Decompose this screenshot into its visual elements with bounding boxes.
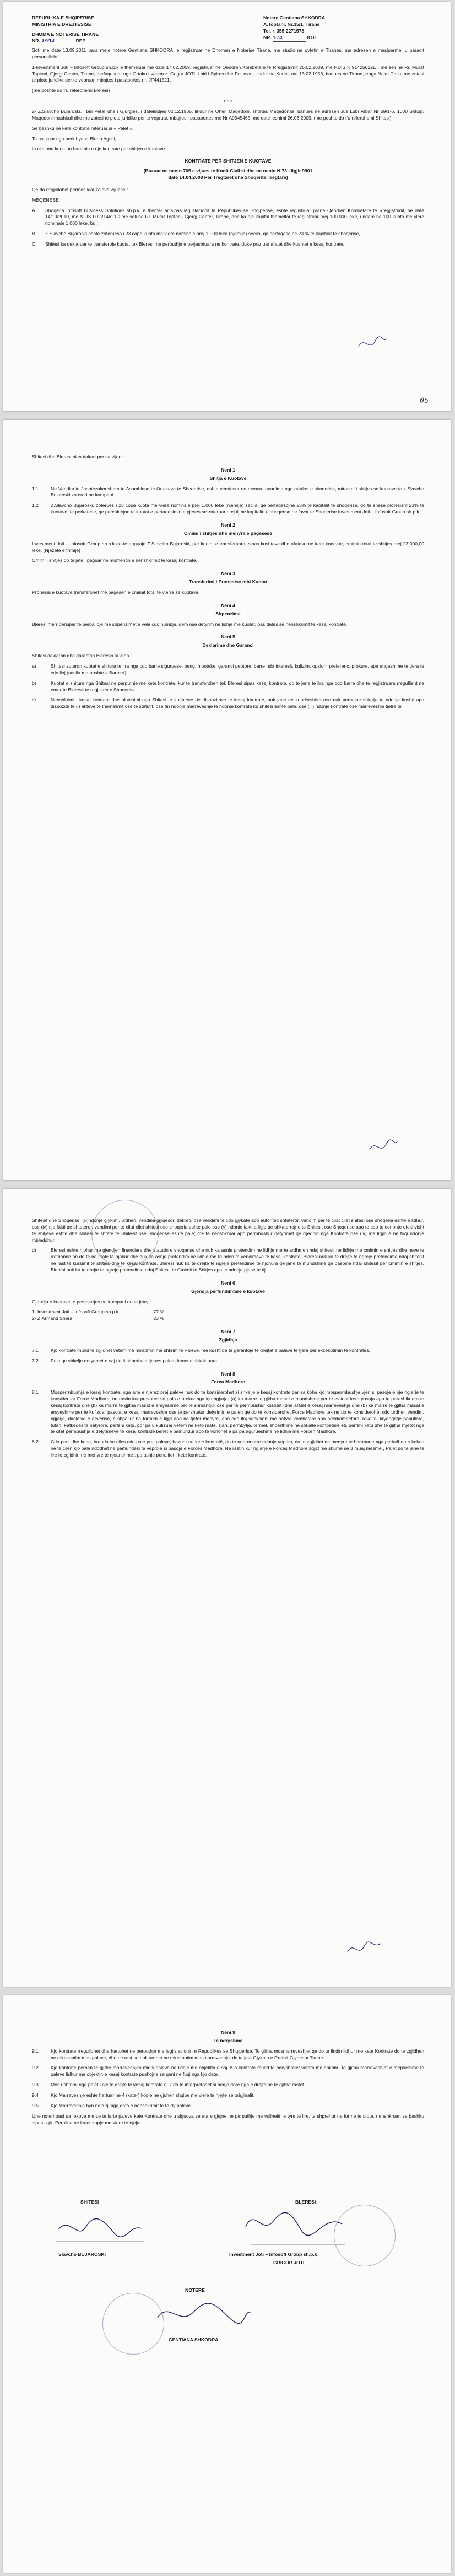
notary-signature [152, 2296, 257, 2334]
article-8-heading: Forca Madhore [211, 1379, 245, 1385]
notary-phone: Tel. + 355 2271578 [263, 28, 305, 34]
article-2-heading: Cmimi i shitjes dhe menyra e pagesese [183, 530, 272, 536]
article-2-number: Neni 2 [221, 522, 235, 528]
article-9-heading: Te ndryshme [213, 2037, 243, 2043]
letterhead-left [32, 14, 99, 45]
article-1-heading: Shitja e Kuotave [209, 475, 247, 481]
article-6-heading: Gjendja perfundimtare e kuotave [191, 1288, 265, 1294]
republic-label: REPUBLIKA E SHQIPERISE [32, 15, 94, 20]
clause-2-1: Investment Joti – Infosoft Group sh.p.k do te paguaje Z.Slavcho Bujaroski, per kuotat e transferuara, sipas kushteve dhe afateve ne kete kontrate, cmimin total te shitjes prej 23.000,00 leke. (Njezete e trimije) [32, 540, 424, 553]
clause-9-3: 9.3 Mos ushtrimi nga palet i nje te drejte te kesaj kontrate nuk do te interpretohet si heqje dore nga e drejta ne te gjitha rastet. [32, 2082, 305, 2088]
clause-2-2: Cmimi i shitjes do te jete i paguar ne momentin e nenshkrimit te kesaj kontrate. [32, 558, 197, 564]
share-row: 2- Z.Armand Shera 23 % [32, 1316, 164, 1322]
buyer-person: GRIGOR JOTI [273, 2260, 305, 2265]
initials-signature [345, 1938, 383, 1960]
clause-1-1: 1.1 Ne Vendim te Jashtezakonshem te Asamblese te Ortakeve te Shoqerise, eshte vendosur ne menyre unanime nga ortaket e shoqerise, miratimi i shitjes se kuotave te z.Slavcho Bujaroski zoterori ne kompeni. [32, 485, 424, 498]
party-1-paragraph: 1-Investment Joti – Infosoft Group sh.p.k e themeluar me date 17.02.2009, regjistruar ne Qendren Kombetare te Rregjistrimit 25.02.2009, me NUIS K 91425022E , me seli ne Rr. Murat Toptani, Gjergj Center, Tirane, perfaqesuar nga Ortaku i vetem z. Grigor JOTI, i biri i Spiros dhe Polikseni, lindur ne Korce, me 13.02.1956, banues ne Tirane, rruga Naim Dallu, me zotesi te plote juridike per te vepruar, mbajtes i pasaportes nr. JF441521. [32, 64, 424, 83]
article-5-number: Neni 5 [221, 634, 235, 640]
clause-6-lead: Gjendja e kuotave te pesmarrjes ne kompani do te jete; [32, 1298, 148, 1305]
company-stamp [334, 2205, 396, 2266]
clause-9-2: 9.2 Kjo kontrate perben te gjithe marreveshjen midis paleve ne lidhje me objektin e saj. Kjo kontrate mund te ndryshohet vetem me shkrim. Te gjitha marreveshjet e meparshme te paleve lidhur me objektin e kesaj kontrate pushojne se qeni ne fuqi nga kjo date. [32, 2065, 424, 2077]
page-mark: ϑ5 [419, 397, 429, 405]
clause-5-continued: Shitesit dhe Shoqerise, (iii)ndonje gjykimi, urdheri, vendimi gjyqesor, dekreti, ose vendimi te cdo gjykate apo autoriteti shteteror, vendim per te cilat cilet shitesi ose shoqeria eshte e lidhur, ose (iv) nje fakti qe shteteror, vendimi per te cilat cilet shitesi ose shoqeria eshte pale ose (v) ndonje fakti a ligje qe shkaterrojne te Shitesit ose Shoqerise apo te cdo te cenonte efektivisht te shitjeve eshte dhe shitesi te shtete te Shitesit ose Shoqerise eshte pale; me te nenshkruar apo permbushur detyrimet qe rrjedhin nga Kontrata ose (iv) me ligjin e ne fuqi ndonje mbleddhur. [32, 1217, 424, 1243]
clauses-intro: Qe do rregullohet permes klauzolave vijuese : [32, 186, 128, 192]
clause-5-lead: Shitesi deklaron dhe garanton Bleresin si vijon : [32, 653, 132, 659]
notary-stamp [91, 1200, 159, 1267]
clause-8-1: 8.1 Mosperrnbushja e kesaj kontrate, nga ane e njerez prej paleve nuk do te konsiderohet si shkelje e kesaj kontrate per sa kohe kjo mosperrnbushje vjen si pasoje e nje ngjarje te konsideruar Force Madhore, ne rastin kur provohet se pala e prekur nga kjo ngjarje: (a) ka marre te gjitha masat e mundshme per te evituar keto pasoja apo te parashikuara te kesaj kontrate dhe (b) ka marre te gjitha masat e arsyeshme per te shmangur ose per te permbushur kushtet (dhe afatet e kesaj marreveshje dhe (b) ka marre te gjitha masat e arsyeshme per te kufizuar pasojat e kesaj marreveshje ose te pershtatur detyrimin e palen qe do te konsiderohet Force Madhore tek ne do te konsiderohet cdo urdher, vendim, ngjarje, direktive e qeverise, e shpallur ne formen e ligjit apo ne tjeter menyre, apo cdo lloj sanksioni me natyre kombetare apo nderkombetare, revolte, kryengritje popullore, tufan, Fatkeqesite natyrore, perfshi ketu, por pa u kufizuar vetem ne keto raste, zjarr, permbytje, termet, shperthime ne shkalle kombetare etj, perfshi ketu dhe te gjitha mjetet nga te cilat permbushja e detyrimeve te kesaj kontrate behet e pamundur apo te vonohet e pa paragurueshme ne lidhje me Forcen Madhore. [32, 1389, 424, 1435]
whereas-item-c: C. Shitesi ka deklaruar te transferoje kuotat tek Bleresi, ne perputhje e perjashtuara ne kontrate, duke pranuar afatet dhe kushtet e kesaj kontrate. [32, 241, 345, 247]
article-7-number: Neni 7 [221, 1329, 235, 1335]
contract-subtitle-2: date 14.04.2008 Per Tregtaret dhe Shoqerite Tregtare) [168, 175, 288, 181]
clause-5-a: a) Shitesi zoteron kuotat e shitura te lira nga cdo barre siguruese, peng, hipoteke, garanci peptore, barre ndo interesit, kufizim, opsion, preferenc, prokure, ape angazhime te tjera te cdo lloj (secila me poshte « Barre ») [32, 663, 424, 675]
ministry-label: MINISTRIA E DREJTESISE [32, 21, 91, 28]
clause-5-c: c) Nenshkrimi i kesaj kontrate dhe plotesimi nga Shitesi te kushteve de dispozitave te kesaj kontrate, nuk jane ne kundershtim ose nuk perbejne shkelje te ndonje kushti apo dispozite te (i) akteve te themelimit ose te statutit, ose (ii) ndonje marreveshje te ndonje kontrate ku shitesi eshte pale, ose (iii) ndonje kontrate ose marreveshje tjetre te [32, 697, 424, 710]
article-3-number: Neni 3 [221, 571, 235, 577]
seller-label: SHITESI [80, 2199, 99, 2205]
collection-number: NR. 574 KOL [263, 34, 325, 42]
initials-signature [367, 1136, 400, 1158]
notary-address: A.Toptani, Nr.35/1, Tirane [263, 21, 320, 28]
article-5-heading: Deklarime dhe Garanci [202, 642, 254, 648]
article-8-number: Neni 8 [221, 1371, 235, 1377]
document-page-3 [3, 1189, 451, 1987]
whereas-label: MEQENESE : [32, 197, 62, 203]
clause-7-1: 7.1 Kjo kontrate mund te zgjidhet vetem me miratimin me shkrim te Paleve, me kusht qe te garantoje te drejtat e palave te tjera per ekzekutimin te kontrates. [32, 1347, 370, 1353]
notary-stamp [102, 2293, 164, 2355]
letterhead [32, 14, 424, 47]
chamber-label: DHOMA E NOTERISE TIRANE [32, 31, 99, 37]
clause-4-1: Bleresi merr persiper te perballoje me shpenzimet e vela cdo humbje, dem ose detyrim ne lidhje me kuotat, pas dates se nenshkrimit te kesaj kontrate. [32, 621, 348, 627]
document-page-1 [3, 2, 451, 411]
clause-3-1: Pronesia e kuotave transferohet me pagesen e cmimit total te vlerra se kuotave. [32, 589, 200, 596]
whereas-item-b: B. Z.Slavcho Bujaroski eshte zoteruess i 23 cope kuota me vlere nominale prej 1,000 leke (njemije) secila, qe perfaqesojne 23 % te kapitalit te shoqerise, [32, 231, 360, 237]
article-4-heading: Shpenzime [215, 610, 241, 616]
initials-signature [356, 333, 389, 355]
share-table [32, 1309, 424, 1322]
intro-paragraph: Sot, me date 13.09.2011 para meje notere Gentiana SHKODRA, e regjistruar ne Dhomen e Noterise Tirane, me studio ne qytetin e Tiranes, me adresen e mesiperme, u paraqit personalisht: [32, 47, 424, 59]
letterhead-right [263, 14, 325, 42]
article-3-heading: Transferimi i Pronesise mbi Kuotat [189, 579, 267, 585]
share-row: 1- Investment Joti – Infosoft Group sh.p.k 77 % [32, 1309, 164, 1315]
notary-label: NOTERE [185, 2287, 205, 2293]
article-1-number: Neni 1 [221, 467, 235, 473]
whereas-item-a: A. Shoqeria Infosoft Business Solutions sh.p.k, e themeluar sipas legjislacionit te Republikes se Shqiperise, eshte regjistruar prane Qendren Kombetare te Rregjistrimit, ne date 14/10/2010, me NUIS L02214621C me seli ne Rr. Murat Toptani, Gjergj Center, Tirane, dhe ka nje kapital themeltar te regjistruar prej 100.000 leke, i ndare ne 100 kuota me vlere nominale 1,000 leke, bu ; [32, 207, 424, 226]
party-2-paragraph: 2- Z.Slavcho Bujaroski, i biri Petar dhe i Gjurgjes, i datelindjes 02.12.1965, lindur ne Oher, Maqedoni, shtetas Maqedonas, banues ne adresen Jus Lubi Ribar Nr 59/1-6, 1000 Shkup, Maqedoni mashkull dhe me zotesi te plote juridike per te vepruar, mbajtes i pasaportes me Nr A0345465, me date leshimi 26.06.2009. (me poshte do t’u referohemi Shitesi) [32, 109, 424, 121]
buyer-label: BLERESI [295, 2199, 316, 2205]
registry-number: NR. 1954 REP [32, 37, 99, 45]
contract-title: KONTRATE PER SHITJEN E KUOTAVE [185, 158, 272, 164]
clause-5-d: d) Bleresi eshte njohur me gjendjen financiare dhe statutin e shoqerise dhe nuk ka asnje pretendim ne lidhje me te ardhmen ndaj shitesit ne lidhje me cmimin e shitjes dhe neve te rrethanne on de te neutrale te njohur dhe nuk ka asnje pretendim ne lidhje me to nderi te vendimeve te kesaj kontrate. Bleresi nuk ka te drejte te ngreje pretendime ndaj shitesit ne rast te kursimit te shitjes dhe te kesaj kontrate, Bleresi nuk ka te drejte te ngreje pretendime te njohura qe jane te mundshme qe pasojne ndaj shitesit per cmimin e shitjes. Bleresi nuk ka te drejte te ngreje pretendime ndaj Shitesit te Cmimit te Shitjes apo te ndonje pjese te tij. [32, 1247, 424, 1273]
contract-subtitle-1: (Bazuar ne nenin 705 e vijues te Kodit Civil si dhe ne nenin N.73 i ligjit 9901 [143, 168, 313, 174]
seller-name: Slavcho BUJAROSKI [58, 2252, 106, 2257]
article-9-number: Neni 9 [221, 2030, 235, 2035]
clause-9-5: 9.5 Kjo Marreveshje hyn ne fuqi nga data e nenshkrimit te te dy paleve. [32, 2102, 192, 2108]
clause-8-2: 8.2 Cdo periudhe kohe, brenda se ciles cdo pale prej paleve, bazuar ne kete kontratë, do te nderrmarre ndonje veprim, do te zgjidhet ne menyre te barabarte nga periudhen e kohes ne te cilen kjo pale ndodhet ne pamundesi te veproje si pasoje e Forces Madhore. Ne rastin kur ngjarje e Forces Madhore zgjat me shume se 3 muaj mesme , Palet do te jene te lire te zgjidhin ne menyre te njeanshme , pa asnje penalitet , kete kontrate. [32, 1439, 424, 1458]
agreement-lead: Shitesi dhe Bleresi bien dakort per sa vijon : [32, 454, 124, 459]
party-1-reference: (me poshte do t’u referohemi Bleresi) [32, 88, 110, 94]
document-page-2 [3, 420, 451, 1180]
notary-name-signature: GENTIANA SHKODRA [169, 2337, 219, 2342]
article-6-number: Neni 6 [221, 1280, 235, 1286]
request-paragraph: to cilet me kerkuan hartimin e nje kontrate per shitjen e kuotave: [32, 146, 166, 152]
buyer-signature [240, 2205, 350, 2249]
notary-name: Notere Gentiana SHKODRA [263, 15, 326, 20]
document-page-4 [3, 1995, 451, 2573]
buyer-company: Investment Joti – Infosoft Group sh.p.k [229, 2252, 317, 2257]
article-4-number: Neni 4 [221, 602, 235, 608]
clause-1-2: 1.2 Z.Slavcho Bujaroski, zoterues i 23 cope kuota me vlere nominale prej 1,000 leke (njemije) secila, qe perfaqesojne 23% te kapitalit te shoqerise, do te shese plotesisht 23% te kuotave, te perkatese, qe percaktojne te kuotat e perfaqesimin e pjeses se zoteruar prej tij ne kapitalin e shoqerise ne favor te Shoqerise Investment Joti – Infosoft Group sh.p.k. [32, 502, 424, 515]
article-7-heading: Zgjidhja [219, 1337, 237, 1343]
clause-5-b: b) Kuotat e shitura nga Shitesi ne perputhje me kete kontrate, kur te transferohen tek Bleresi sipas kesaj kontrate, do te jene te lira nga cdo barre dhe te regjistruara rregullisht ne emer te Bleresit te regjistrin e Shoqerise. [32, 680, 424, 692]
translator-paragraph: Te asistuar nga perkthyesa Blerta Agolli, [32, 136, 116, 142]
and-label: dhe [224, 98, 232, 104]
notary-closing: Une noteri pasi ua lexova me ze te larte paleve kete Kontrate dhe u siguova se ata e gjejne ne perputhje me vullnetin e tyre te lire, te shprehur ne forme te plote, nenshkruan se bashku sipas ligjit. Perpilua ne kater kopje me vlere te njejte. [32, 2113, 424, 2125]
parties-definition: Se bashku ne kete kontrate referuar si « Palet ». [32, 125, 134, 131]
seller-signature [53, 2213, 147, 2246]
clause-9-1: 9.1 Kjo kontrate rregullohet dhe hartohet ne perputhje me legjislacionin e Republikes se Shqiperise. Te gjitha mosmarreveshjet qe do te lindin lidhur me kete Kontrate do te zgjidhen ne mirekuptim mes paleve, dhe ne rast se nuk arrihet ne mirekuptim mosmarreveshjet do te jete Gjykata e Rrethit Gjyqesor Tirane. [32, 2048, 424, 2060]
clause-7-2: 7.2 Pala qe shkelje detyrimet e saj do ti shperbeje tjetres pales demet e shkaktuara. [32, 1357, 219, 1363]
clause-9-4: 9.4 Kjo Marreveshje eshte hartuar ne 4 (kater) kopje ne gjuhen shqipe me vlere te njejte se origjinalit. [32, 2092, 255, 2098]
